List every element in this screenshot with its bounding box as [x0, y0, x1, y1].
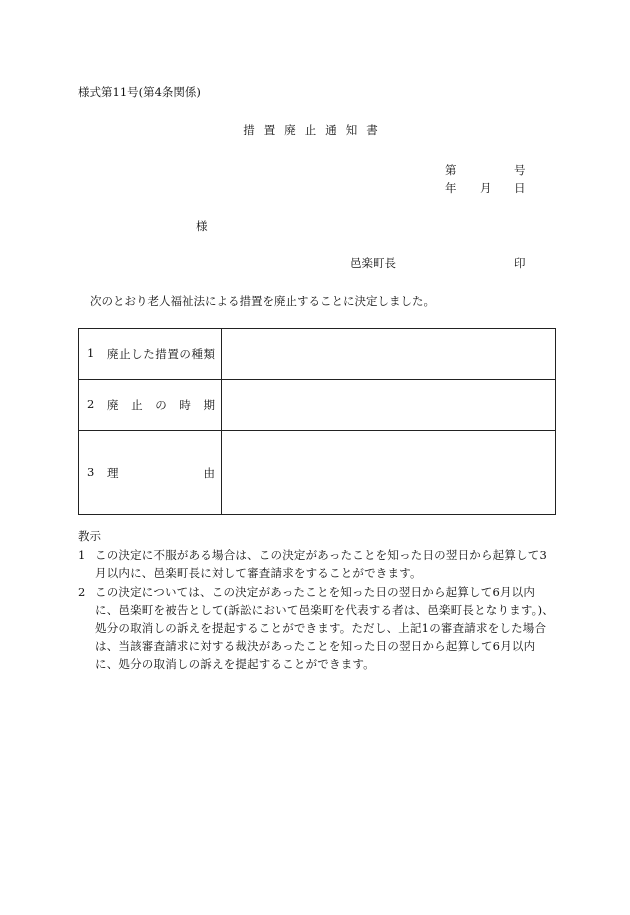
date-month: 月: [480, 181, 492, 195]
intro-text: 次のとおり老人福祉法による措置を廃止することに決定しました。: [90, 294, 435, 308]
notice-text: この決定に不服がある場合は、この決定があったことを知った日の翌日から起算して3月以内に、邑楽町長に対して審査請求をすることができます。: [95, 548, 547, 580]
notice-item: [78, 583, 558, 673]
table-row: [79, 380, 556, 431]
addressee-suffix: 様: [196, 219, 208, 233]
table-row-value[interactable]: [222, 329, 556, 380]
table-row: [79, 431, 556, 515]
table-row-value[interactable]: [222, 431, 556, 515]
row-number: 1: [87, 346, 95, 360]
notice-text: この決定については、この決定があったことを知った日の翌日から起算して6月以内に、邑楽町を被告として(訴訟において邑楽町を代表する者は、邑楽町長となります。)、処分の取消しの訴えを提起することができます。ただし、上記1の審査請求をした場合は、当該審査請求に対する裁決があったことを知った日の翌日から起算して6月以内に、処分の取消しの訴えを提起することができます。: [95, 585, 554, 671]
table-row-value[interactable]: [222, 380, 556, 431]
table-row-label: [79, 380, 222, 431]
row-number: 2: [87, 397, 95, 411]
notice-number: 1: [78, 548, 86, 562]
table-row-label: [79, 431, 222, 515]
date-day: 日: [514, 181, 526, 195]
form-label: 様式第11号(第4条関係): [78, 85, 201, 99]
notice-item: [78, 546, 558, 582]
measure-table: [78, 328, 556, 515]
number-suffix: 号: [514, 163, 526, 177]
document-title: 措置廃止通知書: [243, 123, 387, 137]
row-label-text: 廃 止 し た 措 置 の 種 類: [107, 347, 215, 361]
row-label-text: 理 由: [107, 465, 215, 480]
row-number: 3: [87, 464, 95, 479]
issuer-name: 邑楽町長: [350, 256, 396, 270]
notice-heading: 教示: [78, 529, 101, 543]
table-row: [79, 329, 556, 380]
row-label-text: 廃 止 の 時 期: [107, 398, 215, 412]
notice-number: 2: [78, 585, 86, 599]
table-row-label: [79, 329, 222, 380]
seal-mark: 印: [514, 256, 526, 270]
date-year: 年: [445, 181, 457, 195]
number-prefix: 第: [445, 163, 457, 177]
